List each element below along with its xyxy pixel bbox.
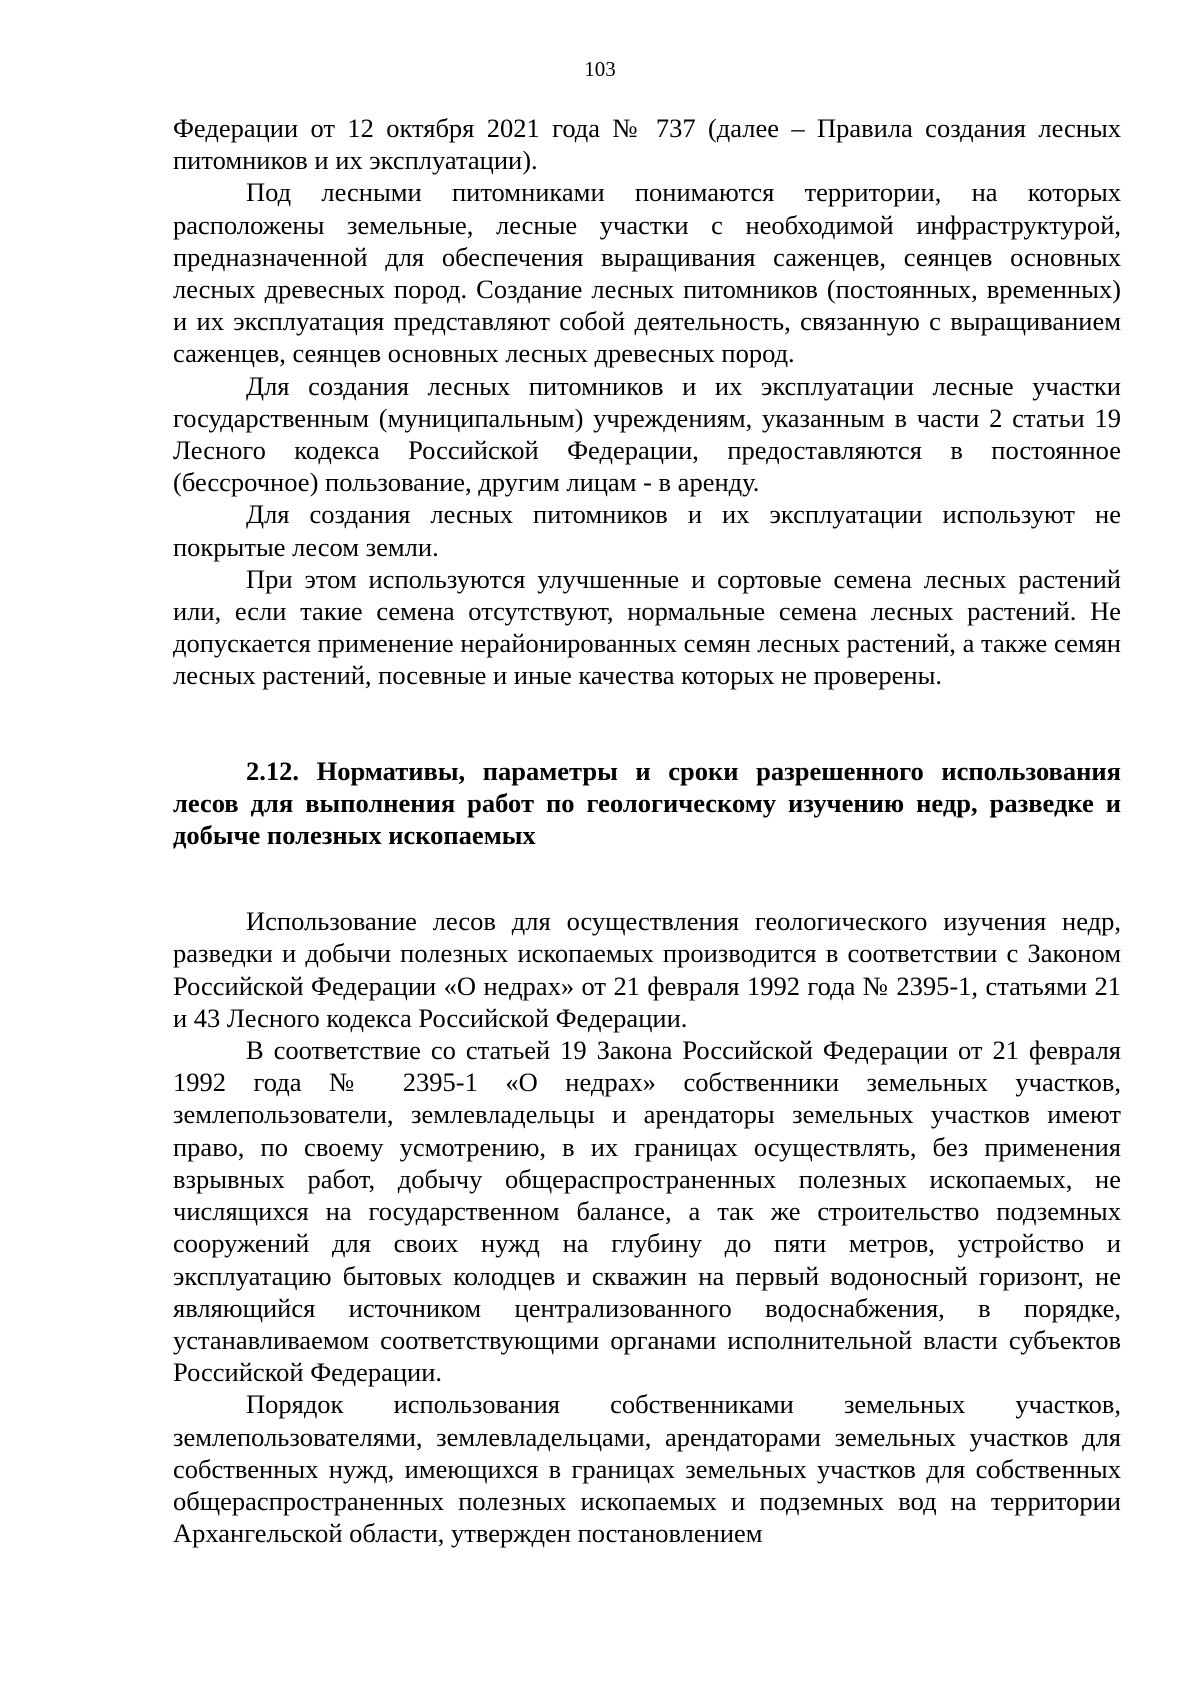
paragraph-usage-procedure: Порядок использования собственниками земельных участков, землепользователями, землевладельцами, арендаторами земельных участков для собственных нужд, имеющихся в границах земельных участков для собственных общераспространенных полезных ископаемых и подземных вод на территории Архангельской области, утвержден постановлением — [173, 1389, 1121, 1549]
section-heading: 2.12. Нормативы, параметры и сроки разрешенного использования лесов для выполнения работ по геологическому изучению недр, разведке и добыче полезных ископаемых — [173, 755, 1121, 851]
paragraph-continuation: Федерации от 12 октября 2021 года № 737 (далее – Правила создания лесных питомников и их эксплуатации). — [173, 113, 1121, 176]
paragraph-non-forested-lands: Для создания лесных питомников и их эксплуатации используют не покрытые лесом земли. — [173, 499, 1121, 562]
page-number: 103 — [584, 57, 616, 81]
paragraph-nursery-land-provision: Для создания лесных питомников и их эксплуатации лесные участки государственным (муниципальным) учреждениям, указанным в части 2 статьи 19 Лесного кодекса Российской Федерации, предоставляются в постоянное (бессрочное) пользование, другим лицам - в аренду. — [173, 370, 1121, 498]
paragraph-forest-nurseries-definition: Под лесными питомниками понимаются территории, на которых расположены земельные, лесные участки с необходимой инфраструктурой, предназначенной для обеспечения выращивания саженцев, сеянцев основных лесных древесных пород. Создание лесных питомников (постоянных, временных) и их эксплуатация представляют собой деятельность, связанную с выращиванием саженцев, сеянцев основных лесных древесных пород. — [173, 177, 1121, 369]
paragraph-subsoil-law-article-19: В соответствие со статьей 19 Закона Российской Федерации от 21 февраля 1992 года № 2395-1 «О недрах» собственники земельных участков, землепользователи, землевладельцы и арендаторы земельных участков имеют право, по своему усмотрению, в их границах осуществлять, без применения взрывных работ, добычу общераспространенных полезных ископаемых, не числящихся на государственном балансе, а так же строительство подземных сооружений для своих нужд на глубину до пяти метров, устройство и эксплуатацию бытовых колодцев и скважин на первый водоносный горизонт, не являющийся источником централизованного водоснабжения, в порядке, устанавливаемом соответствующими органами исполнительной власти субъектов Российской Федерации. — [173, 1035, 1121, 1388]
paragraph-geological-use: Использование лесов для осуществления геологического изучения недр, разведки и добычи полезных ископаемых производится в соответствии с Законом Российской Федерации «О недрах» от 21 февраля 1992 года № 2395-1, статьями 21 и 43 Лесного кодекса Российской Федерации. — [173, 906, 1121, 1033]
page-body — [173, 112, 1121, 1549]
paragraph-seeds-requirements: При этом используются улучшенные и сортовые семена лесных растений или, если такие семена отсутствуют, нормальные семена лесных растений. Не допускается применение нерайонированных семян лесных растений, а также семян лесных растений, посевные и иные качества которых не проверены. — [173, 563, 1121, 691]
